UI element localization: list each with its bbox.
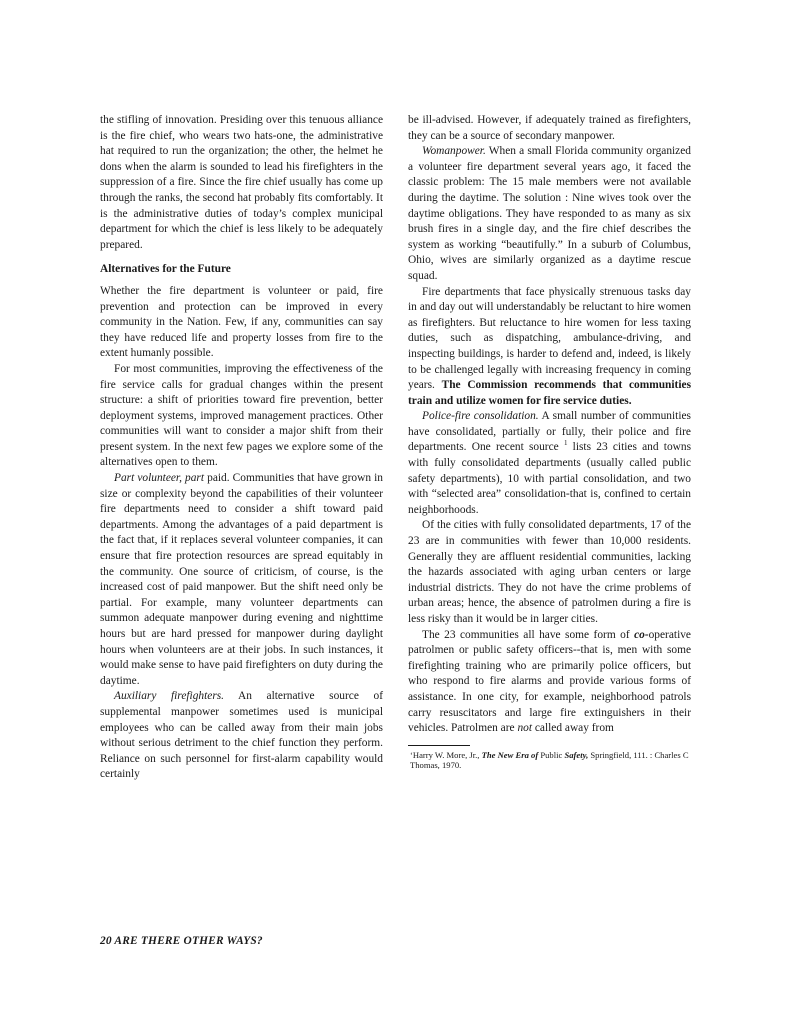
paragraph: the stifling of innovation. Presiding over this tenuous alliance is the fire chief, who wears two hats-one, the administrative hat required to run the organization; the other, the helmet he dons when the alarm is sounded to lead his firefighters in the suppression of a fire. Since the fire chief usually has come up through the ranks, the second hat probably fits comfortably. It is the administrative duties of today’s complex municipal department for which the chief is less likely to be adequately prepared. [100,114,383,251]
run-in-head: Part volunteer, part [114,472,205,485]
paragraph-text: A small number of communities have consolidated, partially or fully, their police and fire departments. One recent source [408,410,691,454]
italic-co: co- [634,628,649,641]
recommendation: The Commission recommends that communities train and utilize women for fire service duties. [408,379,692,407]
left-column [100,113,383,783]
paragraph-text: Fire departments that face physically strenuous tasks day in and day out will understandably be reluctant to hire women as firefighters. But reluctance to hire women for less taxing duties, such as dispatching, ambulance-driving, and inspecting buildings, is harder to defend and, indeed, is likely to be challenged legally with increasing frequency in coming years. [408,285,691,392]
paragraph [100,689,383,783]
paragraph-text: lists 23 cities and towns with fully consolidated departments (usually called public safety departments), 10 with partial consolidation, and two with “selected area” consolidation-that is, confined to certain neighborhoods. [408,441,691,516]
paragraph: Of the cities with fully consolidated departments, 17 of the 23 are in communities with fewer than 10,000 residents. Generally they are affluent residential communities, lacking the hazards associated with aging urban centers or large industrial districts. They do not have the crime problems of urban areas; hence, the absence of patrolmen during a fire is less risky than it would be in larger cities. [408,519,691,625]
run-in-head: Police-fire consolidation. [422,410,539,423]
paragraph [100,471,383,689]
footnote-ref: 1 [563,439,568,448]
footnote [408,750,691,771]
paragraph: Whether the fire department is volunteer or paid, fire prevention and protection can be improved in every community in the Nation. Few, if any, communities can say they have reduced life and property losses from fire to the extent humanly possible. [100,284,383,360]
paragraph [408,409,691,518]
paragraph: For most communities, improving the effectiveness of the fire service calls for gradual changes within the present structure: a shift of priorities toward fire prevention, better deployment systems, improved management practices. Other communities will want to consider a major shift from their present system. In the next few pages we explore some of the alternatives open to them. [100,362,383,469]
paragraph-text: An alternative source of supplemental manpower sometimes used is municipal employees who can be called away from their main jobs without serious detriment to the chief function they perform. Reliance on such personnel for first-alarm capability would certainly [100,690,383,781]
paragraph-text: operative patrolmen or public safety officers--that is, men with some firefighting training who are primarily police officers, but who respond to fire alarms and provide various forms of assistance. In one city, for example, neighborhood patrols carry resuscitators and large fire extinguishers in their vehicles. Patrolmen are [408,628,691,735]
paragraph [408,144,691,284]
footnote-title: The New Era of [481,749,539,760]
paragraph: be ill-advised. However, if adequately trained as firefighters, they can be a source of secondary manpower. [408,114,691,142]
paragraph [408,628,691,737]
paragraph [408,285,691,410]
paragraph-text: paid. Communities that have grown in size or complexity beyond the capabilities of their volunteer fire departments need to consider a shift toward paid departments. Among the advantages of a paid department is the fact that, if it replaces several volunteer companies, it can ensure that fire protection resources are spread equitably in the community. One source of criticism, of course, is the increased cost of paid manpower. But the shift need only be partial. For example, many volunteer departments can summon adequate manpower during evening and nighttime hours but are hard pressed for manpower during daylight hours when volunteers are at their jobs. In such instances, it would make sense to have paid firefighters on duty during the daytime. [100,472,383,687]
footnote-text: Springfield, 111. : Charles C Thomas, 1970. [410,749,689,771]
paragraph-text: called away from [532,722,614,735]
footnote-title: Safety, [564,749,589,760]
footnote-text: ‘Harry W. More, Jr., [410,749,482,760]
emphasis-not: not [517,722,532,735]
footnote-text: Public [538,749,565,760]
right-column [408,113,691,771]
paragraph-text: When a small Florida community organized a volunteer fire department several years ago, it faced the classic problem: The 15 male members were not available during the daytime. The solution : Nine wives took over the daytime obligations. They have responded to as many as six brush fires in a single day, and the fire chief describes the system as working “beautifully.” In a suburb of Columbus, Ohio, wives are similarly organized as a daytime rescue squad. [408,145,691,282]
run-in-head: Womanpower. [422,145,486,158]
page-footer: 20 ARE THERE OTHER WAYS? [100,935,263,947]
paragraph-text: The 23 communities all have some form of [422,628,635,641]
section-heading: Alternatives for the Future [100,263,231,276]
footnote-rule [408,745,470,746]
run-in-head: Auxiliary firefighters. [114,690,225,703]
